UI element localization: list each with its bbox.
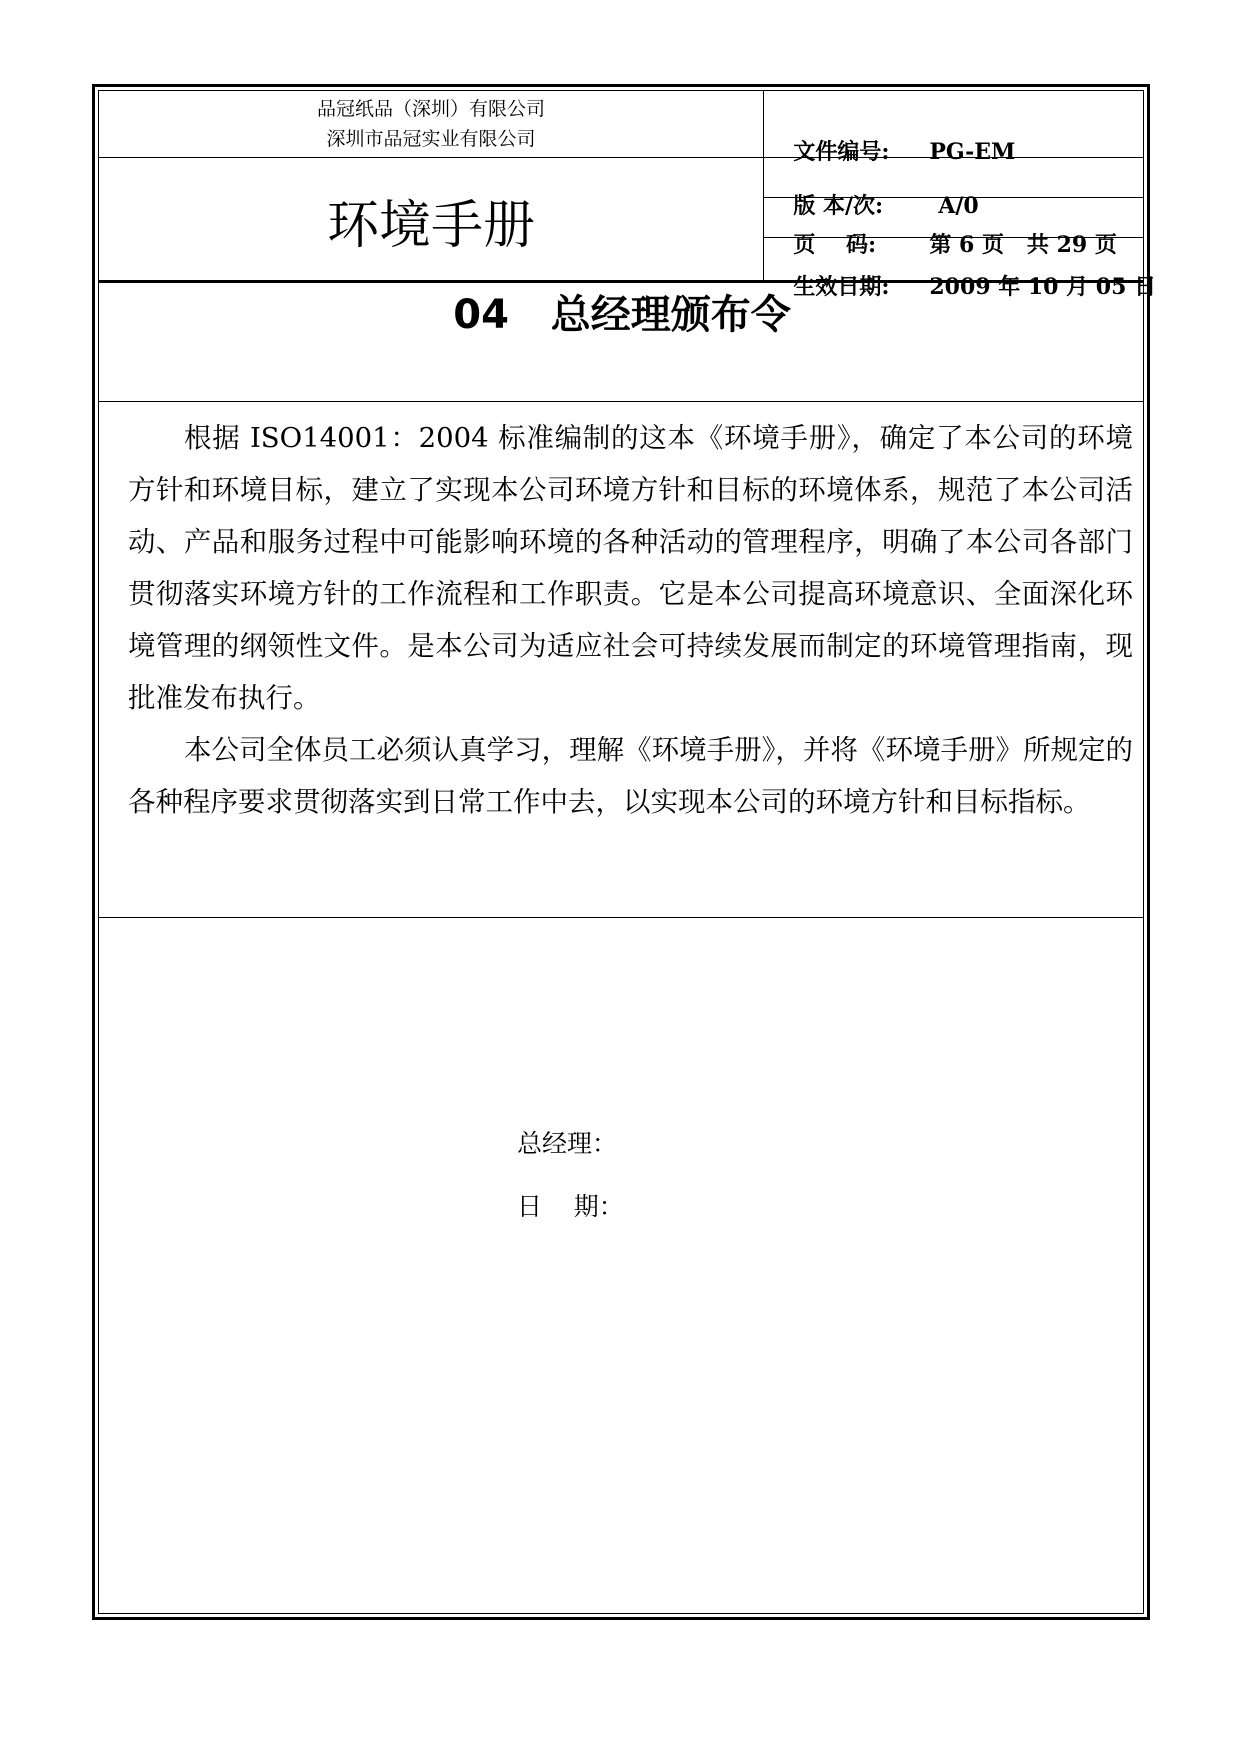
body-paragraph-1: 根据 ISO14001：2004 标准编制的这本《环境手册》，确定了本公司的环境方针和环境目标，建立了实现本公司环境方针和目标的环境体系，规范了本公司活动、产品和服务过程中可能影响环境的各种活动的管理程序，明确了本公司各部门贯彻落实环境方针的工作流程和工作职责。它是本公司提高环境意识、全面深化环境管理的纲领性文件。是本公司为适应社会可持续发展而制定的环境管理指南，现批准发布执行。 bbox=[128, 422, 1133, 714]
section-title-text: 总经理颁布令 bbox=[550, 292, 791, 338]
body-bottom-rule bbox=[99, 917, 1144, 918]
section-number: 04 bbox=[453, 292, 509, 338]
section-title bbox=[100, 285, 1144, 345]
file-number-row bbox=[778, 110, 1015, 166]
effective-date-label: 生效日期: bbox=[793, 274, 890, 300]
effective-date-value: 2009 年 10 月 05 日 bbox=[929, 274, 1157, 300]
body-text bbox=[128, 412, 1133, 828]
manager-signature-label: 总经理： bbox=[517, 1129, 618, 1158]
company-name-2: 深圳市品冠实业有限公司 bbox=[326, 128, 536, 150]
file-number-value: PG-EM bbox=[929, 139, 1016, 165]
signature-date-label: 日 期： bbox=[517, 1192, 624, 1221]
title-bottom-rule bbox=[99, 401, 1144, 402]
header-divider-vertical bbox=[763, 91, 764, 282]
body-paragraph-2: 本公司全体员工必须认真学习，理解《环境手册》，并将《环境手册》所规定的各种程序要求贯彻落实到日常工作中去，以实现本公司的环境方针和目标指标。 bbox=[128, 734, 1133, 818]
document-title: 环境手册 bbox=[326, 196, 535, 256]
version-value: A/0 bbox=[938, 193, 979, 219]
company-name-1: 品冠纸品（深圳）有限公司 bbox=[316, 98, 545, 120]
page-value: 第 6 页 共 29 页 bbox=[929, 232, 1117, 258]
file-number-label: 文件编号: bbox=[793, 139, 890, 165]
version-label: 版 本/次: bbox=[793, 193, 884, 219]
page-label: 页 码: bbox=[793, 232, 877, 258]
